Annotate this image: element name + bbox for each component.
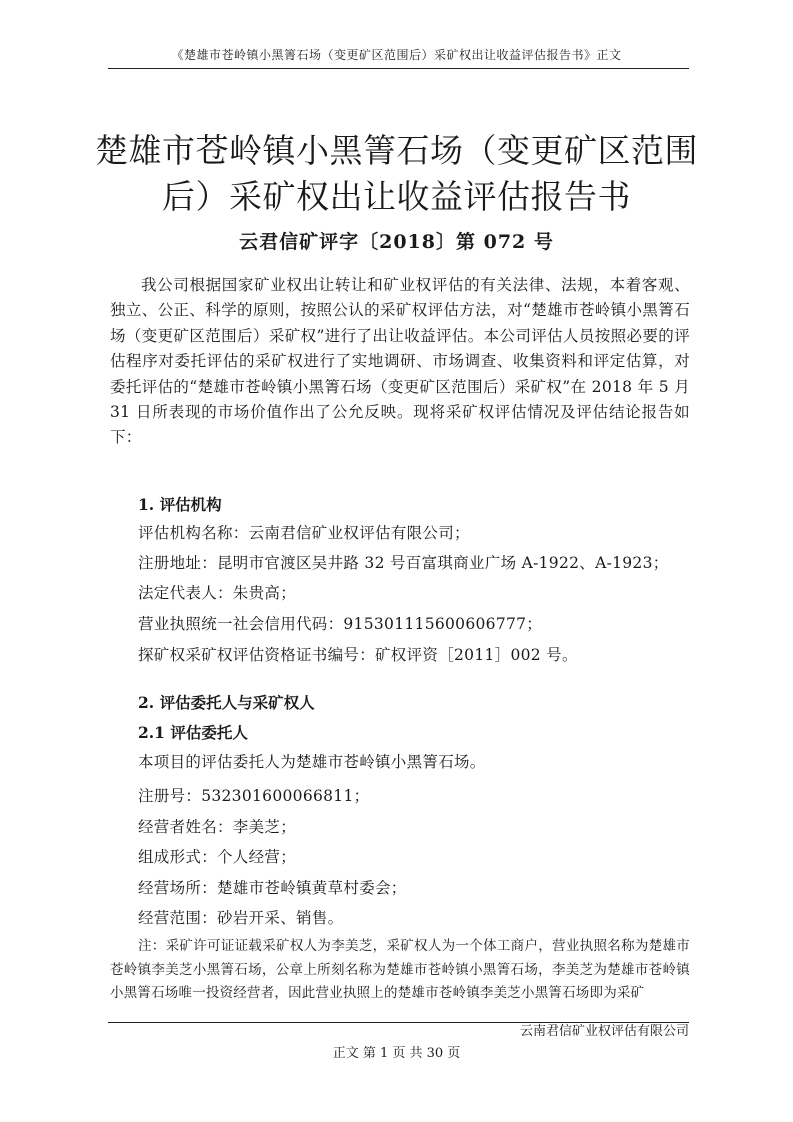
intro-paragraph: 我公司根据国家矿业权出让转让和矿业权评估的有关法律、法规，本着客观、独立、公正、科学的原则，按照公认的采矿权评估方法，对“楚雄市苍岭镇小黑箐石场（变更矿区范围后）采矿权”进行了出让收益评估。本公司评估人员按照必要的评估程序对委托评估的采矿权进行了实地调研、市场调查、收集资料和评定估算，对委托评估的“楚雄市苍岭镇小黑箐石场（变更矿区范围后）采矿权”在 2018 年 5 月 31 日所表现的市场价值作出了公允反映。现将采矿权评估情况及评估结论报告如下： [110, 276, 690, 447]
report-title-line-1: 楚雄市苍岭镇小黑箐石场（变更矿区范围 [95, 131, 698, 170]
section-1-line: 探矿权采矿权评估资格证书编号：矿权评资［2011］002 号。 [138, 646, 578, 664]
section-1-line: 注册地址：昆明市官渡区吴井路 32 号百富琪商业广场 A-1922、A-1923； [138, 554, 669, 572]
section-2-line: 注册号：532301600066811； [138, 787, 370, 805]
document-number: 云君信矿评字〔2018〕第 072 号 [239, 231, 554, 253]
footer-company: 云南君信矿业权评估有限公司 [519, 1024, 689, 1039]
report-title [70, 128, 723, 220]
section-1-line: 评估机构名称：云南君信矿业权评估有限公司； [138, 524, 470, 542]
report-title-line-2: 后）采矿权出让收益评估报告书 [162, 177, 631, 216]
section-1-heading: 1. 评估机构 [138, 495, 222, 514]
intro-block [110, 273, 690, 451]
running-header: 《楚雄市苍岭镇小黑箐石场（变更矿区范围后）采矿权出让收益评估报告书》正文 [171, 48, 622, 62]
section-2-heading: 2. 评估委托人与采矿权人 [138, 693, 315, 712]
section-2-1-heading: 2.1 评估委托人 [138, 723, 248, 742]
section-2-line: 组成形式：个人经营； [138, 848, 297, 866]
section-2-line: 本项目的评估委托人为楚雄市苍岭镇小黑箐石场。 [138, 753, 486, 771]
section-1-line: 法定代表人：朱贵高； [138, 584, 297, 602]
footnote: 注：采矿许可证证载采矿权人为李美芝，采矿权人为一个体工商户，营业执照名称为楚雄市苍岭镇李美芝小黑箐石场，公章上所刻名称为楚雄市苍岭镇小黑箐石场，李美芝为楚雄市苍岭镇小黑箐石场唯一投资经营者，因此营业执照上的楚雄市苍岭镇李美芝小黑箐石场即为采矿 [110, 938, 690, 1001]
page-number: 正文 第 1 页 共 30 页 [332, 1046, 461, 1061]
section-2-line: 经营范围：砂岩开采、销售。 [138, 909, 344, 927]
header-rule [108, 68, 689, 69]
section-1-line: 营业执照统一社会信用代码：915301115600606777； [138, 615, 543, 633]
section-2-line: 经营场所：楚雄市苍岭镇黄草村委会； [138, 879, 407, 897]
section-2-line: 经营者姓名：李美芝； [138, 818, 297, 836]
